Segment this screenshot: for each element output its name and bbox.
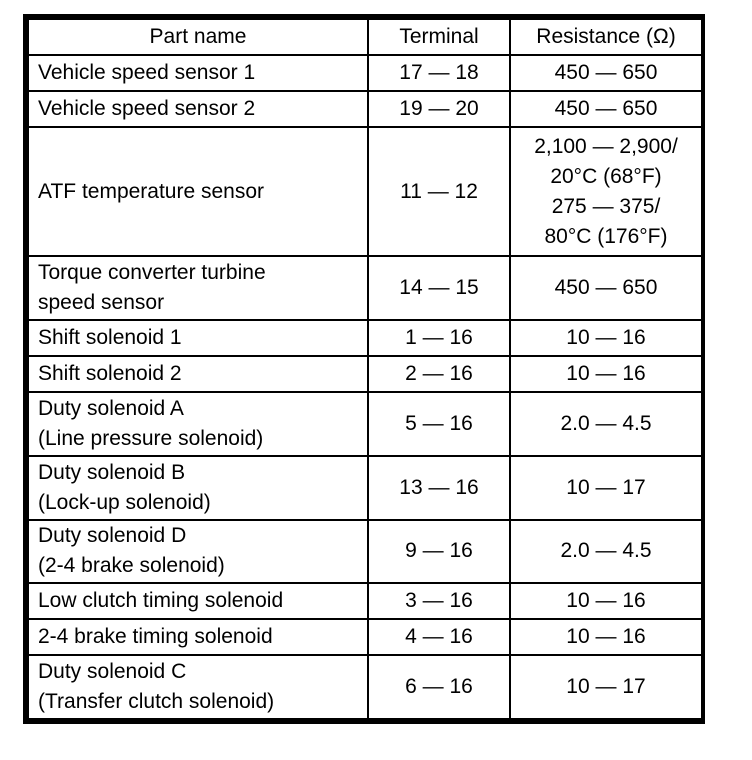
part-name-cell — [28, 320, 368, 356]
terminal-cell: 11 — 12 — [368, 127, 510, 257]
part-name-line: 2-4 brake timing solenoid — [38, 625, 273, 649]
resistance-line: 10 — 16 — [566, 326, 646, 350]
table-row — [28, 256, 702, 320]
resistance-cell — [510, 320, 702, 356]
header-resistance: Resistance (Ω) — [510, 19, 702, 55]
resistance-line: 20°C (68°F) — [550, 164, 662, 188]
resistance-table-frame — [23, 14, 705, 724]
resistance-line: 450 — 650 — [554, 276, 658, 300]
part-name-cell — [28, 520, 368, 584]
part-name-line: Torque converter turbine — [38, 261, 266, 285]
resistance-line: 10 — 16 — [566, 589, 646, 613]
resistance-table — [27, 18, 703, 720]
header-row — [28, 19, 702, 55]
resistance-cell — [510, 356, 702, 392]
part-name-cell — [28, 55, 368, 91]
part-name-cell — [28, 392, 368, 456]
part-name-line: Vehicle speed sensor 1 — [38, 60, 256, 84]
table-row — [28, 520, 702, 584]
part-name-line: (Transfer clutch solenoid) — [38, 690, 275, 714]
terminal-cell: 1 — 16 — [368, 320, 510, 356]
part-name-line: Shift solenoid 2 — [38, 362, 182, 386]
part-name-cell — [28, 91, 368, 127]
part-name-line: (2-4 brake solenoid) — [38, 554, 225, 578]
resistance-line: 450 — 650 — [554, 60, 658, 84]
terminal-cell: 17 — 18 — [368, 55, 510, 91]
resistance-line: 80°C (176°F) — [544, 224, 668, 248]
terminal-cell: 6 — 16 — [368, 655, 510, 719]
table-row — [28, 320, 702, 356]
resistance-cell — [510, 127, 702, 257]
resistance-line: 275 — 375/ — [551, 194, 661, 218]
part-name-cell — [28, 456, 368, 520]
resistance-cell — [510, 256, 702, 320]
table-row — [28, 356, 702, 392]
part-name-line: speed sensor — [38, 291, 165, 315]
resistance-line: 2.0 — 4.5 — [560, 539, 652, 563]
part-name-line: Duty solenoid A — [38, 396, 184, 420]
resistance-line: 10 — 17 — [566, 675, 646, 699]
terminal-cell: 2 — 16 — [368, 356, 510, 392]
part-name-cell — [28, 619, 368, 655]
table-row — [28, 583, 702, 619]
resistance-line: 10 — 16 — [566, 625, 646, 649]
table-row — [28, 55, 702, 91]
header-part-name: Part name — [28, 19, 368, 55]
resistance-line: 450 — 650 — [554, 96, 658, 120]
resistance-cell — [510, 91, 702, 127]
part-name-line: ATF temperature sensor — [38, 179, 265, 203]
part-name-line: Shift solenoid 1 — [38, 326, 182, 350]
resistance-cell — [510, 456, 702, 520]
part-name-line: Low clutch timing solenoid — [38, 589, 284, 613]
part-name-cell — [28, 583, 368, 619]
part-name-line: (Line pressure solenoid) — [38, 426, 264, 450]
part-name-line: Duty solenoid D — [38, 524, 187, 548]
table-row — [28, 392, 702, 456]
terminal-cell: 3 — 16 — [368, 583, 510, 619]
resistance-cell — [510, 55, 702, 91]
resistance-cell — [510, 619, 702, 655]
part-name-line: Vehicle speed sensor 2 — [38, 96, 256, 120]
part-name-cell — [28, 356, 368, 392]
resistance-line: 10 — 17 — [566, 475, 646, 499]
terminal-cell: 14 — 15 — [368, 256, 510, 320]
resistance-cell — [510, 520, 702, 584]
part-name-cell — [28, 655, 368, 719]
resistance-cell — [510, 392, 702, 456]
terminal-cell: 4 — 16 — [368, 619, 510, 655]
terminal-cell: 19 — 20 — [368, 91, 510, 127]
resistance-line: 10 — 16 — [566, 362, 646, 386]
table-row — [28, 91, 702, 127]
table-row — [28, 619, 702, 655]
part-name-cell — [28, 256, 368, 320]
table-row — [28, 655, 702, 719]
part-name-line: Duty solenoid B — [38, 460, 186, 484]
terminal-cell: 13 — 16 — [368, 456, 510, 520]
table-row — [28, 127, 702, 257]
part-name-line: (Lock-up solenoid) — [38, 490, 211, 514]
terminal-cell: 9 — 16 — [368, 520, 510, 584]
part-name-cell — [28, 127, 368, 257]
resistance-line: 2.0 — 4.5 — [560, 411, 652, 435]
resistance-cell — [510, 655, 702, 719]
header-terminal: Terminal — [368, 19, 510, 55]
part-name-line: Duty solenoid C — [38, 660, 187, 684]
resistance-cell — [510, 583, 702, 619]
terminal-cell: 5 — 16 — [368, 392, 510, 456]
resistance-line: 2,100 — 2,900/ — [534, 134, 678, 158]
table-row — [28, 456, 702, 520]
